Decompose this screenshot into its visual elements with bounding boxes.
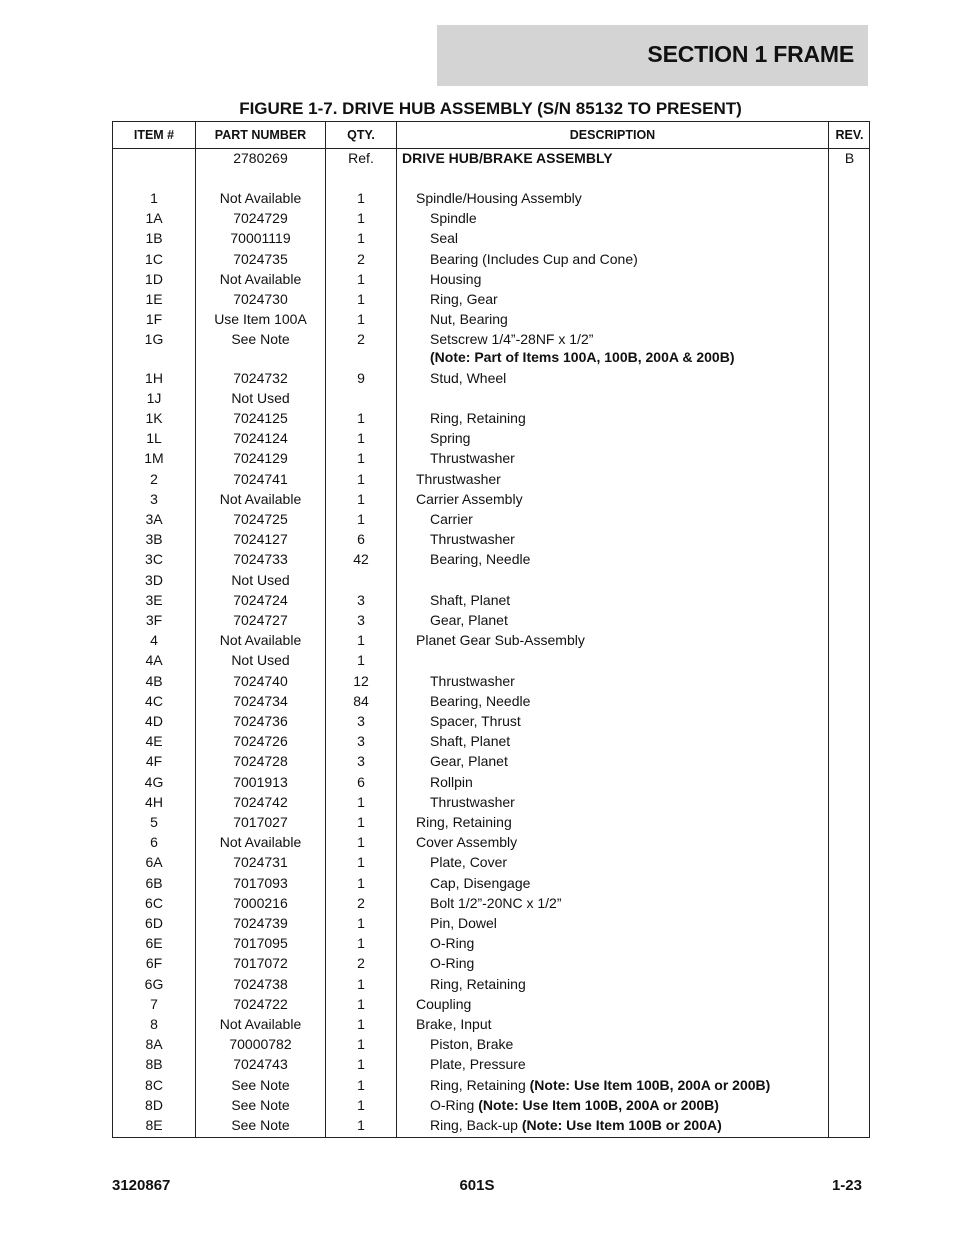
description-text: DRIVE HUB/BRAKE ASSEMBLY: [402, 150, 613, 166]
description-cell: [397, 531, 861, 548]
description-cell: [397, 1036, 861, 1053]
description-cell: [397, 230, 861, 247]
description-text: Stud, Wheel: [430, 369, 507, 386]
description-text: Thrustwasher: [416, 470, 501, 487]
item-cell: 1E: [145, 291, 163, 307]
qty-cell: 1: [357, 450, 365, 467]
part-number-cell: 7024734: [233, 692, 288, 709]
description-text: Plate, Pressure: [430, 1056, 526, 1073]
description-cell: [397, 271, 861, 288]
part-number-cell: Not Available: [219, 490, 302, 507]
footer-model: 601S: [459, 1177, 495, 1194]
footer-page-number: 1-23: [831, 1177, 862, 1194]
item-cell: 8C: [145, 1076, 163, 1093]
qty-cell: 1: [357, 874, 365, 891]
item-cell: 1M: [144, 450, 164, 467]
part-number-cell: 7024726: [233, 733, 288, 750]
item-cell: 1G: [144, 331, 164, 348]
part-number-cell: 7024733: [233, 551, 288, 568]
parts-table: [112, 121, 870, 1138]
item-cell: 1L: [146, 430, 162, 447]
item-cell: 8E: [145, 1117, 163, 1133]
description-text: Coupling: [416, 995, 472, 1012]
item-cell: 4G: [144, 773, 164, 790]
rev-cell: B: [844, 150, 855, 166]
part-number-cell: 7017093: [233, 874, 288, 891]
description-text: Spring: [430, 430, 471, 447]
description-text: Carrier: [430, 511, 473, 527]
part-number-cell: 7024738: [233, 975, 288, 992]
item-cell: 6D: [145, 915, 163, 931]
part-number-cell: 7001913: [233, 773, 288, 790]
description-cell: [397, 450, 861, 467]
description-cell: [397, 150, 833, 167]
description-cell: [397, 210, 861, 227]
description-cell: [397, 713, 861, 730]
item-cell: 6: [150, 834, 158, 851]
part-number-cell: Not Available: [219, 270, 302, 287]
part-number-cell: Not Used: [231, 652, 290, 669]
item-cell: 3: [150, 490, 158, 507]
part-number-cell: 7024722: [233, 995, 288, 1012]
item-cell: 1A: [145, 210, 163, 227]
item-cell: 3E: [145, 591, 163, 608]
description-text: Shaft, Planet: [430, 591, 511, 608]
qty-cell: 3: [357, 713, 365, 729]
qty-cell: 12: [353, 672, 369, 689]
description-text: Seal: [430, 230, 459, 247]
part-number-cell: Not Available: [219, 834, 302, 851]
qty-cell: 2: [357, 894, 365, 911]
part-number-cell: 7024728: [233, 753, 288, 770]
item-cell: 5: [150, 814, 158, 830]
description-text: Ring, Retaining: [430, 410, 526, 426]
description-text: Cover Assembly: [416, 834, 518, 851]
qty-cell: 6: [357, 773, 365, 790]
item-cell: 8: [150, 1016, 158, 1032]
part-number-cell: 7024731: [233, 854, 288, 871]
item-cell: 1B: [145, 230, 163, 247]
qty-cell: 1: [357, 935, 365, 952]
description-note: (Note: Use Item 100B or 200A): [521, 1117, 722, 1133]
part-number-cell: 2780269: [233, 150, 288, 166]
description-cell: [397, 693, 861, 710]
part-number-cell: 7024730: [233, 291, 288, 307]
description-cell: [397, 834, 847, 851]
description-text: Pin, Dowel: [430, 915, 497, 931]
part-number-cell: 7024740: [233, 672, 288, 689]
part-number-cell: See Note: [231, 1117, 290, 1133]
item-cell: 3F: [145, 612, 163, 628]
qty-cell: 1: [357, 210, 365, 227]
part-number-cell: 7024125: [233, 410, 288, 426]
description-cell: [397, 190, 847, 207]
description-text: Nut, Bearing: [430, 311, 508, 328]
part-number-cell: Not Available: [219, 190, 302, 206]
header-qty: QTY.: [347, 128, 375, 142]
description-cell: [397, 612, 861, 629]
part-number-cell: 7024727: [233, 612, 288, 628]
qty-cell: 1: [357, 995, 365, 1012]
qty-cell: 1: [357, 1016, 365, 1032]
item-cell: 4A: [145, 652, 163, 669]
part-number-cell: Use Item 100A: [214, 311, 307, 328]
item-cell: 2: [150, 470, 158, 487]
part-number-cell: 7024742: [233, 793, 288, 810]
description-cell: [397, 935, 861, 952]
description-text: Ring, Retaining: [430, 1076, 530, 1093]
description-cell: [397, 551, 861, 568]
description-text: Setscrew 1/4”-28NF x 1/2”: [430, 331, 594, 348]
description-cell: [397, 895, 861, 912]
description-text: Thrustwasher: [430, 793, 515, 810]
item-cell: 1J: [146, 389, 162, 406]
description-cell: [397, 1077, 861, 1094]
description-cell: [397, 976, 861, 993]
qty-cell: 1: [357, 230, 365, 247]
qty-cell: 2: [357, 250, 365, 267]
description-cell: [397, 1097, 861, 1114]
description-text: O-Ring: [430, 955, 475, 972]
item-cell: 1K: [145, 410, 163, 426]
description-text: Housing: [430, 270, 482, 287]
item-cell: 6G: [144, 975, 164, 992]
description-cell: [397, 875, 861, 892]
description-cell: [397, 331, 861, 366]
item-cell: 4C: [145, 692, 163, 709]
part-number-cell: 7024736: [233, 713, 288, 729]
description-text: Thrustwasher: [430, 672, 515, 689]
description-cell: [397, 996, 847, 1013]
description-cell: [397, 410, 861, 427]
description-text: O-Ring: [430, 1096, 479, 1113]
qty-cell: 1: [357, 1076, 365, 1093]
description-text: Carrier Assembly: [416, 490, 523, 507]
item-cell: 4F: [145, 753, 163, 770]
header-divider: [113, 148, 869, 149]
description-note: (Note: Use Item 100B, 200A or 200B): [529, 1076, 771, 1093]
qty-cell: 1: [357, 854, 365, 871]
qty-cell: 1: [357, 311, 365, 328]
section-title: SECTION 1 FRAME: [647, 41, 854, 67]
description-text: Piston, Brake: [430, 1036, 514, 1053]
item-cell: 4E: [145, 733, 163, 750]
description-note: (Note: Use Item 100B, 200A or 200B): [478, 1096, 719, 1113]
item-cell: 3A: [145, 511, 163, 527]
qty-cell: 42: [353, 551, 369, 568]
item-cell: 3C: [145, 551, 163, 568]
qty-cell: 1: [357, 1056, 365, 1073]
item-cell: 6A: [145, 854, 163, 871]
description-text: O-Ring: [430, 935, 475, 952]
description-text: Spindle: [430, 210, 477, 227]
item-cell: 6E: [145, 935, 163, 952]
item-cell: 3D: [145, 571, 163, 588]
qty-cell: 1: [357, 270, 365, 287]
description-text: Ring, Retaining: [416, 814, 512, 830]
qty-cell: 1: [357, 975, 365, 992]
description-cell: [397, 311, 861, 328]
item-cell: 1H: [145, 369, 163, 386]
qty-cell: 3: [357, 612, 365, 628]
section-header: [437, 25, 868, 86]
description-cell: [397, 854, 861, 871]
part-number-cell: 7024724: [233, 591, 288, 608]
qty-cell: 1: [357, 470, 365, 487]
part-number-cell: See Note: [231, 331, 290, 348]
description-text: Ring, Gear: [430, 291, 498, 307]
description-text: Thrustwasher: [430, 531, 515, 548]
description-text: Rollpin: [430, 773, 473, 790]
part-number-cell: 7000216: [233, 894, 288, 911]
description-cell: [397, 291, 861, 308]
description-text: Spacer, Thrust: [430, 713, 521, 729]
qty-cell: 6: [357, 531, 365, 548]
item-cell: 6C: [145, 894, 163, 911]
qty-cell: 9: [357, 369, 365, 386]
item-cell: 7: [150, 995, 158, 1012]
qty-cell: 2: [357, 331, 365, 348]
qty-cell: 1: [357, 632, 365, 649]
item-cell: 6F: [145, 955, 163, 972]
part-number-cell: 7024739: [233, 915, 288, 931]
description-cell: [397, 511, 861, 528]
part-number-cell: 7024743: [233, 1056, 288, 1073]
description-cell: [397, 1056, 861, 1073]
part-number-cell: 70000782: [229, 1036, 292, 1053]
header-part-number: PART NUMBER: [214, 128, 307, 142]
part-number-cell: Not Used: [231, 571, 290, 588]
item-cell: 8B: [145, 1056, 163, 1073]
description-cell: [397, 814, 847, 831]
description-text: Bearing, Needle: [430, 551, 531, 568]
part-number-cell: 7024129: [233, 450, 288, 467]
qty-cell: 2: [357, 955, 365, 972]
description-cell: [397, 430, 861, 447]
qty-cell: 1: [357, 814, 365, 830]
part-number-cell: 70001119: [230, 230, 291, 247]
description-cell: [397, 753, 861, 770]
description-text: Plate, Cover: [430, 854, 508, 871]
qty-cell: 1: [357, 291, 365, 307]
description-text: Ring, Retaining: [430, 975, 526, 992]
part-number-cell: 7024735: [233, 250, 288, 267]
part-number-cell: 7024741: [233, 470, 288, 487]
part-number-cell: 7024127: [233, 531, 288, 548]
footer-doc-number: 3120867: [112, 1177, 171, 1194]
part-number-cell: Not Available: [219, 632, 302, 649]
part-number-cell: 7017095: [233, 935, 288, 952]
qty-cell: 1: [357, 1096, 365, 1113]
description-cell: [397, 774, 861, 791]
qty-cell: 1: [357, 430, 365, 447]
qty-cell: 84: [353, 692, 369, 709]
part-number-cell: 7017072: [233, 955, 288, 972]
description-text: Thrustwasher: [430, 450, 515, 467]
item-cell: 8A: [145, 1036, 163, 1053]
description-cell: [397, 955, 861, 972]
item-cell: 3B: [145, 531, 163, 548]
item-cell: 1C: [145, 250, 163, 267]
description-cell: [397, 370, 861, 387]
description-text: Gear, Planet: [430, 612, 508, 628]
description-text: Bolt 1/2”-20NC x 1/2”: [430, 894, 562, 911]
item-cell: 4H: [145, 793, 163, 810]
item-cell: 1D: [145, 270, 163, 287]
qty-cell: 3: [357, 753, 365, 770]
qty-cell: 1: [357, 1036, 365, 1053]
item-cell: 4B: [145, 672, 163, 689]
figure-title: FIGURE 1-7. DRIVE HUB ASSEMBLY (S/N 85132 TO PRESENT): [239, 99, 742, 118]
item-cell: 6B: [145, 874, 163, 891]
header-item: ITEM #: [133, 128, 175, 142]
description-note: (Note: Part of Items 100A, 100B, 200A & 200B): [430, 349, 735, 366]
part-number-cell: Not Used: [231, 389, 290, 406]
part-number-cell: 7024732: [233, 369, 288, 386]
description-cell: [397, 471, 847, 488]
description-cell: [397, 1016, 847, 1033]
item-cell: 1: [150, 190, 158, 206]
qty-cell: 1: [357, 490, 365, 507]
description-text: Spindle/Housing Assembly: [416, 190, 582, 206]
header-rev: REV.: [835, 128, 864, 142]
description-cell: [397, 491, 847, 508]
part-number-cell: See Note: [231, 1076, 290, 1093]
qty-cell: 1: [357, 915, 365, 931]
description-cell: [397, 794, 861, 811]
description-cell: [397, 592, 861, 609]
qty-cell: 1: [357, 834, 365, 851]
part-number-cell: 7024729: [233, 210, 288, 227]
description-text: Cap, Disengage: [430, 874, 531, 891]
qty-cell: 1: [357, 190, 365, 206]
part-number-cell: Not Available: [219, 1016, 302, 1032]
description-text: Ring, Back-up: [430, 1117, 522, 1133]
qty-cell: 1: [357, 511, 365, 527]
part-number-cell: 7017027: [233, 814, 288, 830]
qty-cell: 3: [357, 591, 365, 608]
qty-cell: Ref.: [348, 150, 374, 166]
description-cell: [397, 673, 861, 690]
description-text: Gear, Planet: [430, 753, 508, 770]
description-cell: [397, 915, 861, 932]
description-cell: [397, 251, 861, 268]
qty-cell: 1: [357, 793, 365, 810]
part-number-cell: 7024725: [233, 511, 288, 527]
description-text: Brake, Input: [416, 1016, 492, 1032]
description-cell: [397, 632, 847, 649]
qty-cell: 1: [357, 1117, 365, 1133]
item-cell: 4D: [145, 713, 163, 729]
item-cell: 1F: [145, 311, 163, 328]
description-text: Planet Gear Sub-Assembly: [416, 632, 585, 649]
qty-cell: 1: [357, 652, 365, 669]
description-text: Bearing (Includes Cup and Cone): [430, 250, 638, 267]
part-number-cell: See Note: [231, 1096, 290, 1113]
qty-cell: 3: [357, 733, 365, 750]
part-number-cell: 7024124: [233, 430, 288, 447]
description-cell: [397, 733, 861, 750]
description-text: Bearing, Needle: [430, 692, 531, 709]
item-cell: 8D: [145, 1096, 163, 1113]
description-cell: [397, 1117, 861, 1134]
description-text: Shaft, Planet: [430, 733, 511, 750]
header-description: DESCRIPTION: [569, 128, 656, 142]
qty-cell: 1: [357, 410, 365, 426]
item-cell: 4: [150, 632, 158, 649]
